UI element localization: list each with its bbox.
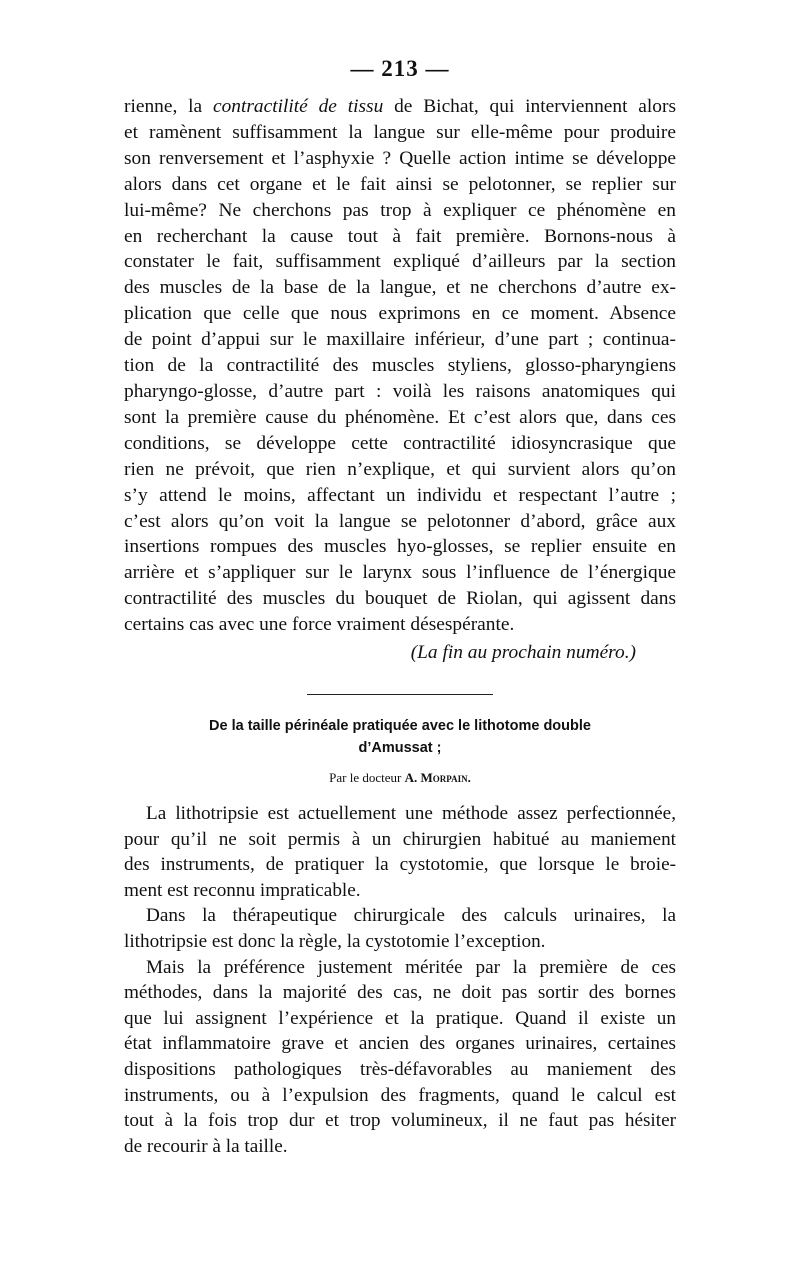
text-segment: de Bichat, qui interviennent alors [383,96,676,117]
text-line: tion de la contractilité des muscles styliens, glosso-pharyngiens [124,355,676,377]
page-number: — 213 — [350,56,450,81]
text-line: de point d’appui sur le maxillaire inférieur, d’une part ; continua- [124,329,676,351]
text-line: alors dans cet organe et le fait ainsi se pelotonner, se replier sur [124,173,676,195]
text-line: Mais la préférence justement méritée par la première de ces [146,956,676,978]
text-line: s’y attend le moins, affectant un individu et respectant l’autre ; [124,484,676,506]
text-line: méthodes, dans la majorité des cas, ne doit pas sortir des bornes [124,982,676,1004]
text-line: que lui assignent l’expérience et la pratique. Quand il existe un [124,1007,676,1029]
text-line: des instruments, de pratiquer la cystotomie, que lorsque le broie- [124,854,676,876]
text-line: constater le fait, suffisamment expliqué d’ailleurs par la section [124,251,676,273]
paragraph-3 [124,955,676,1160]
text-line: des muscles de la base de la langue, et ne cherchons d’autre ex- [124,277,676,299]
text-line: en recherchant la cause tout à fait première. Bornons-nous à [124,225,676,247]
text-line: tout à la fois trop dur et trop volumineux, il ne faut pas hésiter [124,1110,676,1132]
italic-term: contractilité de tissu [212,96,384,117]
text-line: de recourir à la taille. [124,1135,288,1157]
text-segment: rienne, la [124,96,213,117]
byline-author: A. Morpain. [404,770,471,786]
text-line: arrière et s’appliquer sur le larynx sous l’influence de l’énergique [124,562,676,584]
text-line: rien ne prévoit, que rien n’explique, et qui survient alors qu’on [124,458,676,480]
article-byline [124,769,676,787]
text-line: son renversement et l’asphyxie ? Quelle action intime se développe [124,147,676,169]
text-line: sont la première cause du phénomène. Et c’est alors que, dans ces [124,406,676,428]
paragraph-2 [124,903,676,954]
text-line: instruments, ou à l’expulsion des fragments, quand le calcul est [124,1084,676,1106]
paragraph-1 [124,801,676,903]
text-line: conditions, se développe cette contractilité idiosyncrasique que [124,432,676,454]
text-line: insertions rompues des muscles hyo-glosses, se replier ensuite en [124,536,676,558]
text-line [124,94,676,120]
text-line: Dans la thérapeutique chirurgicale des calculs urinaires, la [146,905,676,927]
text-line: certains cas avec une force vraiment désespérante. [124,614,515,636]
text-line: La lithotripsie est actuellement une méthode assez perfectionnée, [146,803,676,825]
text-line: c’est alors qu’on voit la langue se pelotonner d’abord, grâce aux [124,510,676,532]
text-line: dispositions pathologiques très-défavorables au maniement des [124,1058,676,1080]
text-line: ment est reconnu impraticable. [124,879,361,901]
continuation-note: (La fin au prochain numéro.) [410,642,636,664]
text-line: pour qu’il ne soit permis à un chirurgien habitué au maniement [124,828,676,850]
text-line: pharyngo-glosse, d’autre part : voilà les raisons anatomiques qui [124,380,676,402]
book-page [124,56,676,1159]
text-line: et ramènent suffisamment la langue sur elle-même pour produire [124,121,676,143]
text-line: lithotripsie est donc la règle, la cystotomie l’exception. [124,931,546,952]
section-divider [307,694,493,695]
continued-text [124,94,676,638]
text-line: plication que celle que nous exprimons en ce moment. Absence [124,303,676,325]
byline-prefix: Par le docteur [329,770,405,786]
text-line: état inflammatoire grave et ancien des organes urinaires, certaines [124,1033,676,1055]
article-title-line-2: d’Amussat ; [358,740,442,757]
article-title-line-1: De la taille périnéale pratiquée avec le lithotome double [209,718,591,735]
text-line: lui-même? Ne cherchons pas trop à expliquer ce phénomène en [124,199,676,221]
text-line: contractilité des muscles du bouquet de Riolan, qui agissent dans [124,588,676,610]
